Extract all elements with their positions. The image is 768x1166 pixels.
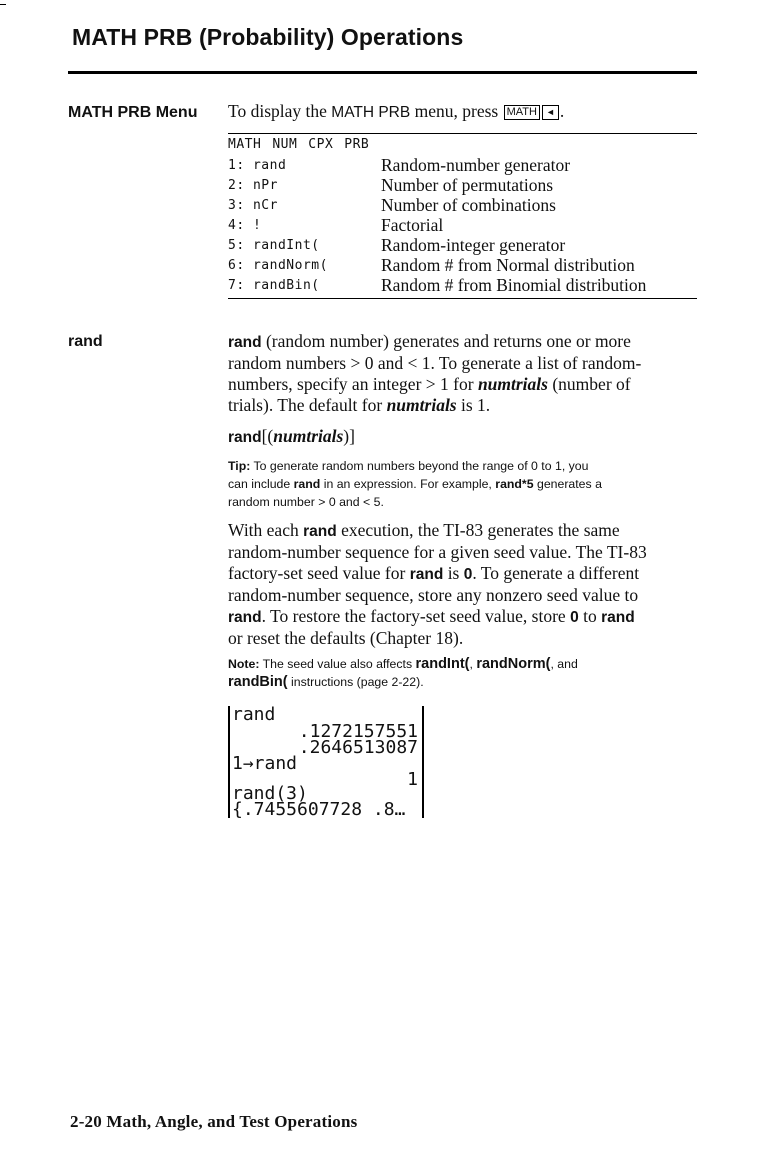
keyword-rand: rand: [228, 609, 262, 626]
menu-item-desc: Number of permutations: [381, 175, 554, 195]
corner-mark: [0, 4, 6, 5]
menu-item-cmd: 6: randNorm(: [228, 258, 328, 273]
page-title: MATH PRB (Probability) Operations: [72, 24, 464, 50]
screen-line: rand: [232, 704, 276, 725]
text-run: numbers, specify an integer > 1 for: [228, 374, 478, 394]
screen-result: 1: [407, 769, 418, 790]
menu-item-cmd: 2: nPr: [228, 178, 278, 193]
calculator-screen: [228, 706, 424, 818]
text-run: )]: [343, 426, 355, 446]
left-arrow-key-icon: ◄: [542, 105, 559, 120]
screen-line: 1→rand: [232, 753, 298, 774]
text-run: is 1.: [456, 395, 491, 415]
page-footer: 2-20 Math, Angle, and Test Operations: [70, 1112, 358, 1131]
arg-numtrials: numtrials: [477, 374, 548, 394]
keyword-rand: rand: [601, 609, 635, 626]
menu-item-cmd: 1: rand: [228, 158, 287, 173]
keyword-randint: randInt(: [415, 656, 470, 672]
text-run: . To restore the factory-set seed value, store: [261, 606, 571, 626]
menu-intro: [228, 101, 564, 122]
text-run: factory-set seed value for: [228, 563, 410, 583]
menu-item-cmd: 3: nCr: [228, 198, 278, 213]
screen-result: .1272157551: [298, 721, 418, 742]
menu-item-desc: Random-integer generator: [381, 235, 566, 255]
menu-item-cmd: 7: randBin(: [228, 278, 320, 293]
intro-mid: menu, press: [410, 101, 503, 121]
rand-side-heading: rand: [68, 333, 103, 350]
note-label: Note:: [228, 657, 260, 671]
text-run: execution, the TI-83 generates the same: [336, 520, 620, 540]
seed-note: [228, 655, 703, 691]
menu-header: [228, 137, 380, 152]
tip-note: [228, 457, 703, 511]
menu-tab-num: NUM: [272, 137, 298, 152]
title-rule: [68, 71, 697, 74]
menu-item-desc: Factorial: [381, 215, 444, 235]
tip-label: Tip:: [228, 459, 251, 473]
text-run: trials). The default for: [228, 395, 387, 415]
text-run: instructions (page 2-22).: [287, 675, 424, 689]
keyword-rand: rand: [409, 566, 444, 583]
keyword-rand: rand: [293, 477, 321, 491]
text-line: random-number sequence for a given seed value. The TI-83: [228, 542, 647, 562]
text-run: generates a: [533, 477, 602, 491]
menu-side-heading: MATH PRB Menu: [68, 104, 198, 121]
menu-rule-top: [228, 133, 697, 134]
keyword-randbin: randBin(: [228, 674, 288, 690]
menu-item-desc: Number of combinations: [381, 195, 556, 215]
text-line: random number > 0 and < 5.: [228, 495, 384, 509]
menu-item-desc: Random # from Binomial distribution: [381, 275, 647, 295]
screen-result: .2646513087: [298, 737, 418, 758]
menu-item-cmd: 4: !: [228, 218, 262, 233]
intro-end: .: [559, 101, 565, 121]
arg-numtrials: numtrials: [386, 395, 457, 415]
screen-line: rand(3): [232, 783, 308, 804]
text-run: With each: [228, 520, 304, 540]
keyword-rand5: rand*5: [495, 477, 534, 491]
keyword-rand: rand: [303, 523, 337, 540]
menu-rule-bottom: [228, 298, 697, 299]
text-run: . To generate a different: [472, 563, 640, 583]
text-run: can include: [228, 477, 294, 491]
keyword-rand: rand: [228, 429, 262, 446]
menu-tab-math: MATH: [228, 137, 262, 152]
math-key: MATH: [504, 105, 540, 120]
keyword-zero: 0: [570, 609, 579, 626]
keyword-randnorm: randNorm(: [476, 656, 551, 672]
text-run: The seed value also affects: [259, 657, 416, 671]
menu-item-desc: Random-number generator: [381, 155, 571, 175]
rand-syntax: [228, 426, 703, 448]
rand-description: [228, 331, 703, 416]
text-run: (random number) generates and returns one or more: [261, 331, 631, 351]
intro-menu-name: MATH PRB: [331, 104, 411, 121]
text-run: [(: [261, 426, 274, 446]
text-line: random-number sequence, store any nonzero seed value to: [228, 585, 639, 605]
text-line: random numbers > 0 and < 1. To generate a list of random-: [228, 353, 642, 373]
menu-tab-cpx: CPX: [308, 137, 334, 152]
text-run: in an expression. For example,: [320, 477, 496, 491]
text-run: To generate random numbers beyond the range of 0 to 1, you: [250, 459, 589, 473]
menu-item-desc: Random # from Normal distribution: [381, 255, 635, 275]
text-run: , and: [550, 657, 578, 671]
screen-line: {.7455607728 .8…: [232, 799, 406, 820]
text-run: (number of: [547, 374, 631, 394]
menu-tab-prb: PRB: [344, 137, 370, 152]
text-run: is: [443, 563, 464, 583]
keyword-rand: rand: [228, 334, 262, 351]
seed-description: [228, 520, 703, 649]
intro-prefix: To display the: [228, 101, 332, 121]
keyword-zero: 0: [463, 566, 473, 583]
text-run: ,: [469, 657, 477, 671]
arg-numtrials: numtrials: [273, 426, 344, 446]
menu-item-cmd: 5: randInt(: [228, 238, 320, 253]
text-run: to: [578, 606, 602, 626]
text-line: or reset the defaults (Chapter 18).: [228, 628, 464, 648]
